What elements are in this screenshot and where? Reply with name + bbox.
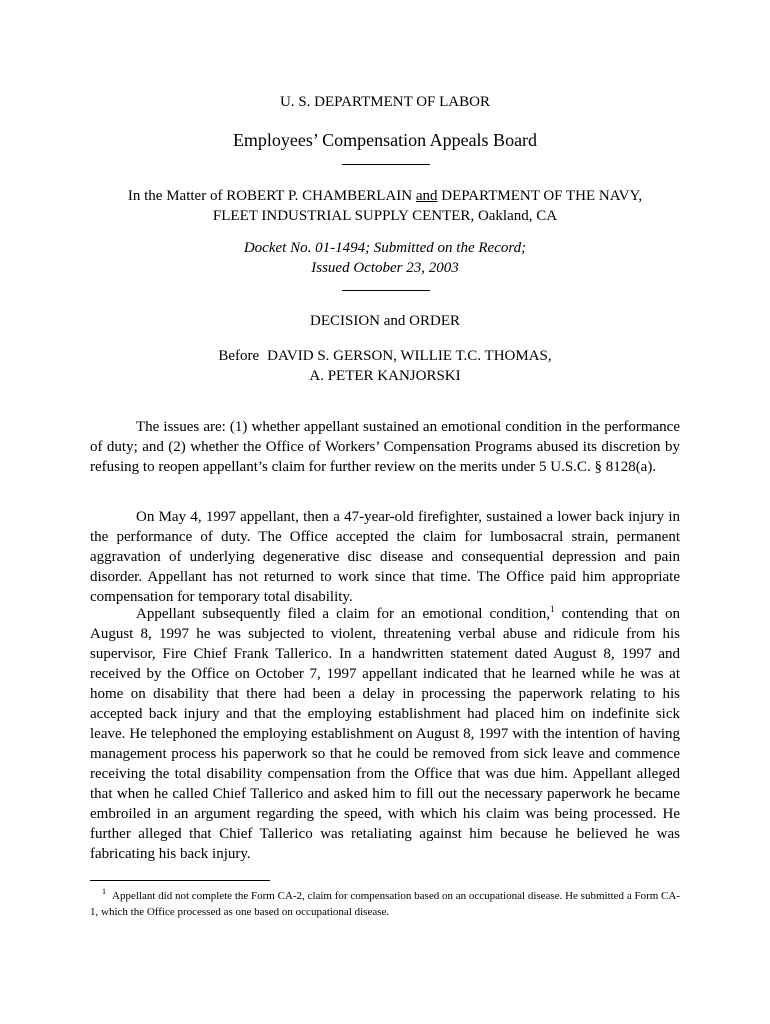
paragraph-emotional-claim [90, 604, 680, 864]
paragraph-text: On May 4, 1997 appellant, then a 47-year-old firefighter, sustained a lower back injury in the performance of duty. The Office accepted the claim for lumbosacral strain, permanent aggravation of underlying degenerative disc disease and consequential depression and pain disorder. Appellant has not returned to work since that time. The Office paid him appropriate compensation for temporary total disability. [90, 509, 680, 605]
paragraph-part: Appellant subsequently filed a claim for an emotional condition, [136, 606, 550, 622]
footnote-marker: 1 [549, 604, 555, 614]
footnote-divider [90, 880, 270, 881]
divider-rule [342, 164, 430, 165]
matter-prefix: In the Matter of ROBERT P. CHAMBERLAIN [127, 188, 416, 204]
docket-info [90, 238, 680, 278]
before-line-1 [90, 346, 680, 366]
docket-line-1: Docket No. 01-1494; Submitted on the Record; [243, 240, 527, 256]
paragraph-injury [90, 507, 680, 607]
footnote-text: Appellant did not complete the Form CA-2, claim for compensation based on an occupational disease. He submitted a Form CA-1, which the Office processed as one based on occupational disease. [90, 890, 680, 918]
paragraph-part: contending that on August 8, 1997 he was subjected to violent, threatening verbal abuse and ridicule from his supervisor, Fire Chief Frank Tallerico. In a handwritten statement dated August 8, 1997 and received by the Office on October 7, 1997 appellant indicated that he learned while he was at home on disability that there had been a delay in processing the paperwork relating to his accepted back injury and that the employing establishment had placed him on indefinite sick leave. He telephoned the employing establishment on August 8, 1997 with the intention of having management process his paperwork so that he could be removed from sick leave and commence receiving the total disability compensation from the Office that was due him. Appellant alleged that when he called Chief Tallerico and asked him to fill out the necessary paperwork he became embroiled in an argument regarding the speed, with which his claim was being processed. He further alleged that Chief Tallerico was retaliating against him because he believed he was fabricating his back injury. [90, 606, 680, 862]
matter-suffix: DEPARTMENT OF THE NAVY, [437, 188, 643, 204]
matter-line-2: FLEET INDUSTRIAL SUPPLY CENTER, Oakland, CA [212, 208, 558, 224]
divider-rule [342, 290, 430, 291]
before-panel [90, 346, 680, 386]
panel-members-1: DAVID S. GERSON, WILLIE T.C. THOMAS, [267, 348, 552, 364]
panel-members-2: A. PETER KANJORSKI [309, 368, 461, 384]
department-heading: U. S. DEPARTMENT OF LABOR [280, 94, 490, 110]
before-label: Before [218, 348, 260, 364]
board-title: Employees’ Compensation Appeals Board [232, 130, 538, 150]
docket-line-2: Issued October 23, 2003 [311, 260, 459, 276]
paragraph-text: The issues are: (1) whether appellant sustained an emotional condition in the performance of duty; and (2) whether the Office of Workers’ Compensation Programs abused its discretion by refusing to reopen appellant’s claim for further review on the merits under 5 U.S.C. § 8128(a). [90, 419, 680, 475]
decision-title: DECISION and ORDER [310, 313, 460, 329]
paragraph-text [90, 604, 680, 864]
matter-line-1 [90, 186, 680, 206]
footnote [90, 888, 680, 920]
matter-and: and [415, 188, 438, 204]
footnote-number: 1 [102, 887, 106, 897]
matter-caption [90, 186, 680, 226]
paragraph-issues [90, 417, 680, 477]
